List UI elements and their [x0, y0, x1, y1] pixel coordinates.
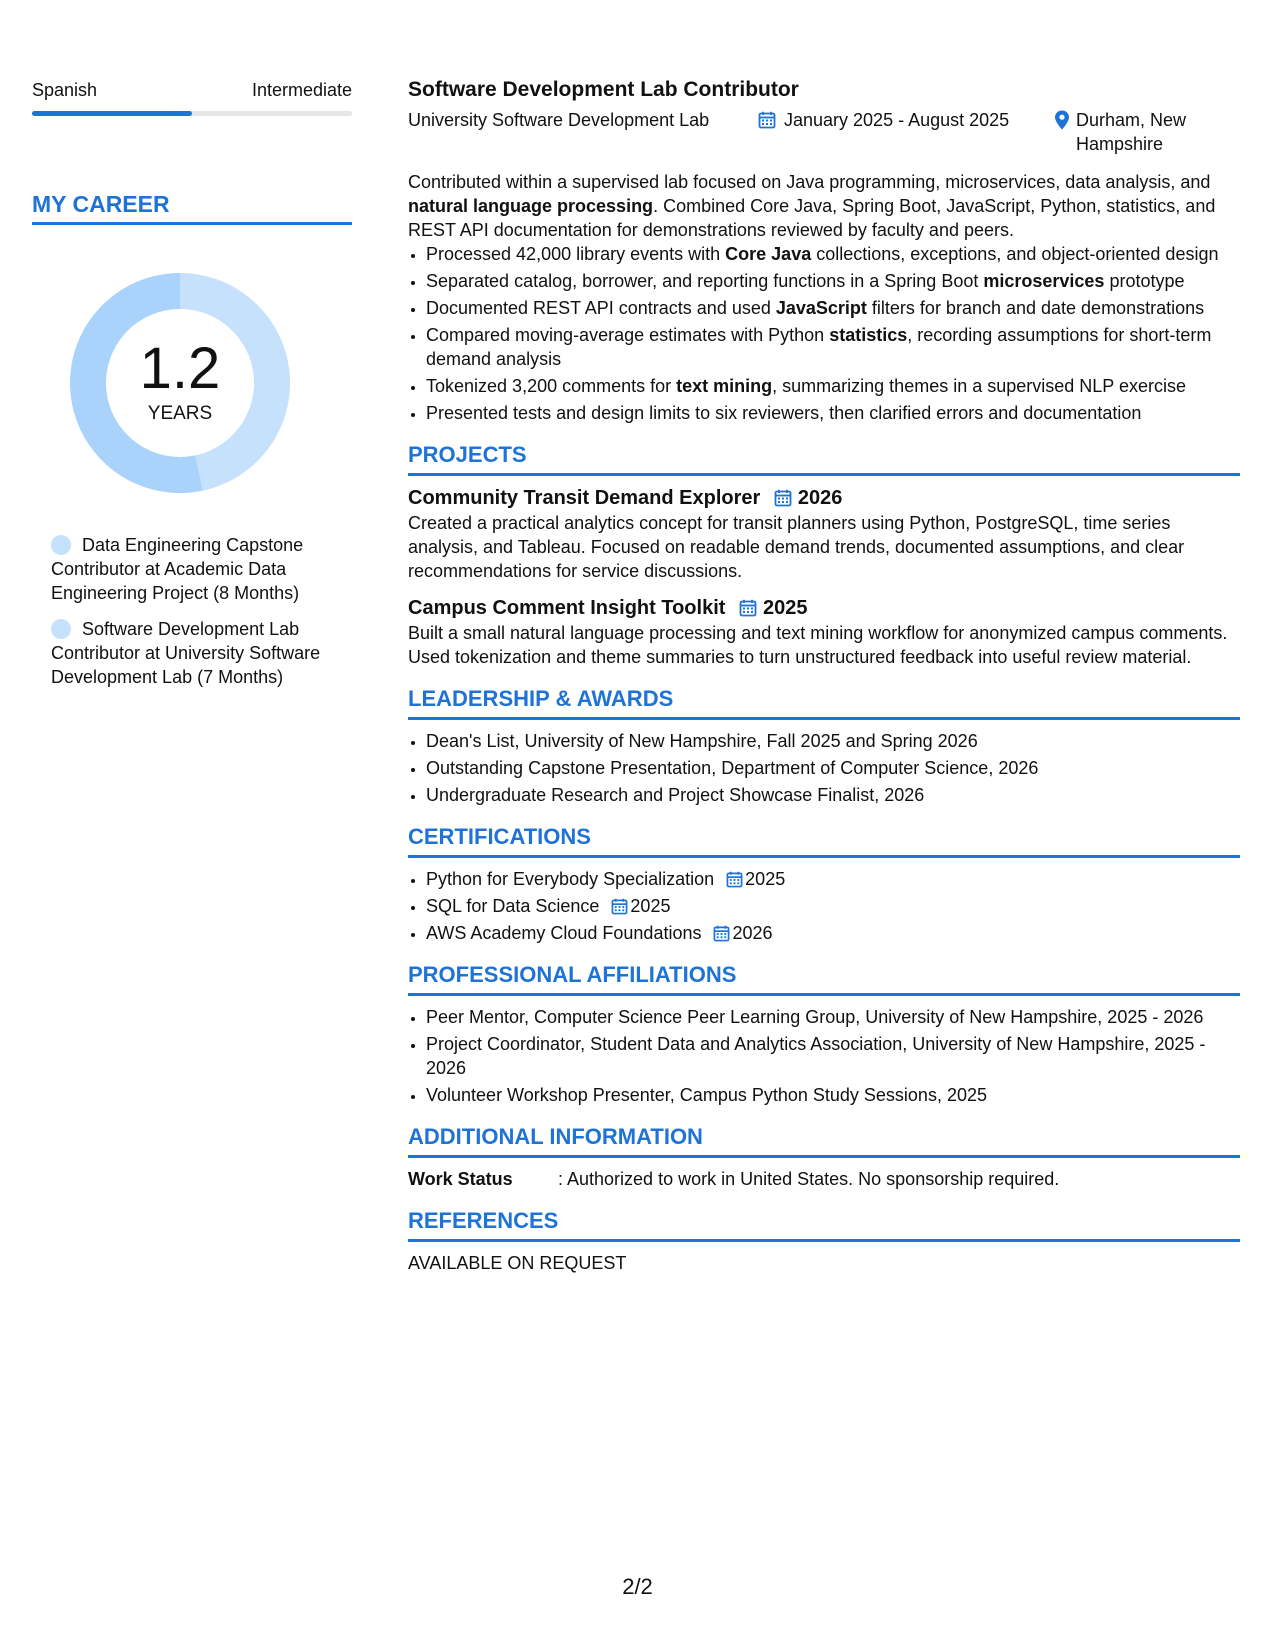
leadership-item: • Dean's List, University of New Hampshire, Fall 2025 and Spring 2026	[426, 729, 1240, 753]
job-bullets	[408, 242, 1240, 425]
job-bullet	[426, 296, 1240, 320]
left-column	[32, 78, 352, 701]
leadership-item: • Outstanding Capstone Presentation, Department of Computer Science, 2026	[426, 756, 1240, 780]
job-location	[1054, 108, 1234, 156]
language-row	[32, 78, 352, 102]
bullet-text: Processed 42,000 library events with	[426, 244, 726, 264]
job-dates	[758, 108, 1009, 132]
certification-item	[426, 921, 1240, 945]
language-proficiency-bar	[32, 111, 352, 116]
project-year: 2026	[797, 487, 843, 509]
job-bullet	[426, 401, 1240, 425]
job-bullet	[426, 374, 1240, 398]
leadership-section-title: LEADERSHIP & AWARDS	[408, 685, 1240, 720]
bullet-text: Compared moving-average estimates with Python	[426, 325, 830, 345]
experience-entry	[408, 77, 1240, 425]
job-meta	[408, 105, 1240, 157]
calendar-icon	[774, 489, 792, 507]
project-entry	[408, 595, 1240, 669]
career-donut-chart	[66, 269, 294, 497]
career-list	[32, 533, 321, 689]
project-description: Created a practical analytics concept for transit planners using Python, PostgreSQL, time series analysis, and Tableau. Focused on readable demand trends, documented assumptions, and clear recommendations for service discussions.	[408, 513, 1185, 581]
calendar-icon	[726, 871, 743, 888]
bullet-keyword: Core Java	[725, 244, 812, 264]
career-dot-icon	[51, 535, 71, 555]
language-level: Intermediate	[251, 80, 352, 100]
additional-section-title: ADDITIONAL INFORMATION	[408, 1123, 1240, 1158]
bullet-text: Documented REST API contracts and used	[426, 298, 776, 318]
work-status-label: Work Status	[408, 1169, 513, 1189]
calendar-icon	[611, 898, 628, 915]
job-summary-text: Contributed within a supervised lab focused on Java programming, microservices, data analysis, and	[408, 172, 1211, 192]
project-year: 2025	[762, 597, 808, 619]
career-item-text: Data Engineering Capstone Contributor at Academic Data Engineering Project (8 Months)	[51, 535, 304, 603]
project-header	[408, 595, 1240, 621]
bullet-keyword: statistics	[829, 325, 908, 345]
project-name: Campus Comment Insight Toolkit	[408, 597, 726, 619]
certification-name: Python for Everybody Specialization	[426, 869, 715, 889]
certification-name: SQL for Data Science	[426, 896, 600, 916]
career-section-title: MY CAREER	[32, 190, 352, 225]
job-bullet	[426, 323, 1240, 371]
career-dot-icon	[51, 619, 71, 639]
certification-year: 2026	[732, 923, 773, 943]
certification-name: AWS Academy Cloud Foundations	[426, 923, 702, 943]
certification-year: 2025	[630, 896, 671, 916]
references-text: AVAILABLE ON REQUEST	[408, 1253, 627, 1273]
certifications-section-title: CERTIFICATIONS	[408, 823, 1240, 858]
work-status-value: : Authorized to work in United States. No sponsorship required.	[558, 1169, 1060, 1189]
affiliation-item: • Peer Mentor, Computer Science Peer Learning Group, University of New Hampshire, 2025 - 2026	[426, 1005, 1240, 1029]
job-summary-keyword: natural language processing	[408, 196, 654, 216]
calendar-icon	[758, 111, 776, 129]
certification-item	[426, 894, 1240, 918]
projects-section-title: PROJECTS	[408, 441, 1240, 476]
bullet-text: prototype	[1104, 271, 1185, 291]
career-item-text: Software Development Lab Contributor at University Software Development Lab (7 Months)	[51, 619, 321, 687]
leadership-item: • Undergraduate Research and Project Showcase Finalist, 2026	[426, 783, 1240, 807]
job-bullet	[426, 269, 1240, 293]
language-name: Spanish	[32, 80, 98, 100]
project-name: Community Transit Demand Explorer	[408, 487, 761, 509]
career-years-unit: YEARS	[147, 403, 213, 424]
bullet-text: collections, exceptions, and object-oriented design	[811, 244, 1219, 264]
job-summary-text: . Combined Core Java, Spring Boot, JavaScript, Python, statistics, and REST API documentation for demonstrations reviewed by faculty and peers.	[408, 196, 1216, 240]
bullet-text: Tokenized 3,200 comments for	[426, 376, 677, 396]
affiliations-section-title: PROFESSIONAL AFFILIATIONS	[408, 961, 1240, 996]
bullet-keyword: JavaScript	[775, 298, 867, 318]
bullet-text: filters for branch and date demonstrations	[866, 298, 1205, 318]
job-bullet	[426, 242, 1240, 266]
project-description: Built a small natural language processing and text mining workflow for anonymized campus comments. Used tokenization and theme summaries to turn unstructured feedback into useful review material.	[408, 623, 1228, 667]
donut-center	[66, 269, 294, 497]
certifications-list	[408, 867, 1240, 945]
job-summary	[408, 170, 1240, 242]
affiliation-item: • Project Coordinator, Student Data and Analytics Association, University of New Hampshire, 2025 - 2026	[426, 1032, 1240, 1080]
affiliations-list	[408, 1005, 1240, 1107]
page-number: 2/2	[622, 1574, 653, 1599]
leadership-list	[408, 729, 1240, 807]
project-header	[408, 485, 1240, 511]
bullet-text: , summarizing themes in a supervised NLP exercise	[772, 376, 1186, 396]
job-dates-text: January 2025 - August 2025	[784, 110, 1010, 130]
project-entry	[408, 485, 1240, 583]
job-title: Software Development Lab Contributor	[408, 78, 799, 101]
calendar-icon	[713, 925, 730, 942]
location-pin-icon	[1054, 110, 1070, 130]
job-organization: University Software Development Lab	[408, 110, 710, 130]
certification-item	[426, 867, 1240, 891]
bullet-text: , recording assumptions for short-term demand analysis	[426, 325, 1212, 369]
calendar-icon	[739, 599, 757, 617]
references-section-title: REFERENCES	[408, 1207, 1240, 1242]
bullet-text: Separated catalog, borrower, and reporting functions in a Spring Boot	[426, 271, 984, 291]
language-proficiency-fill	[32, 111, 192, 116]
affiliation-item: • Volunteer Workshop Presenter, Campus Python Study Sessions, 2025	[426, 1083, 1240, 1107]
career-item	[51, 533, 321, 605]
career-total-years: 1.2	[139, 336, 221, 401]
bullet-keyword: microservices	[983, 271, 1105, 291]
career-item	[51, 617, 321, 689]
certification-year: 2025	[745, 869, 786, 889]
job-location-text: Durham, New Hampshire	[1076, 110, 1187, 154]
bullet-keyword: text mining	[676, 376, 773, 396]
right-column	[408, 77, 1240, 1275]
work-status-row	[408, 1167, 1240, 1191]
bullet-text: Presented tests and design limits to six reviewers, then clarified errors and documentation	[426, 403, 1142, 423]
